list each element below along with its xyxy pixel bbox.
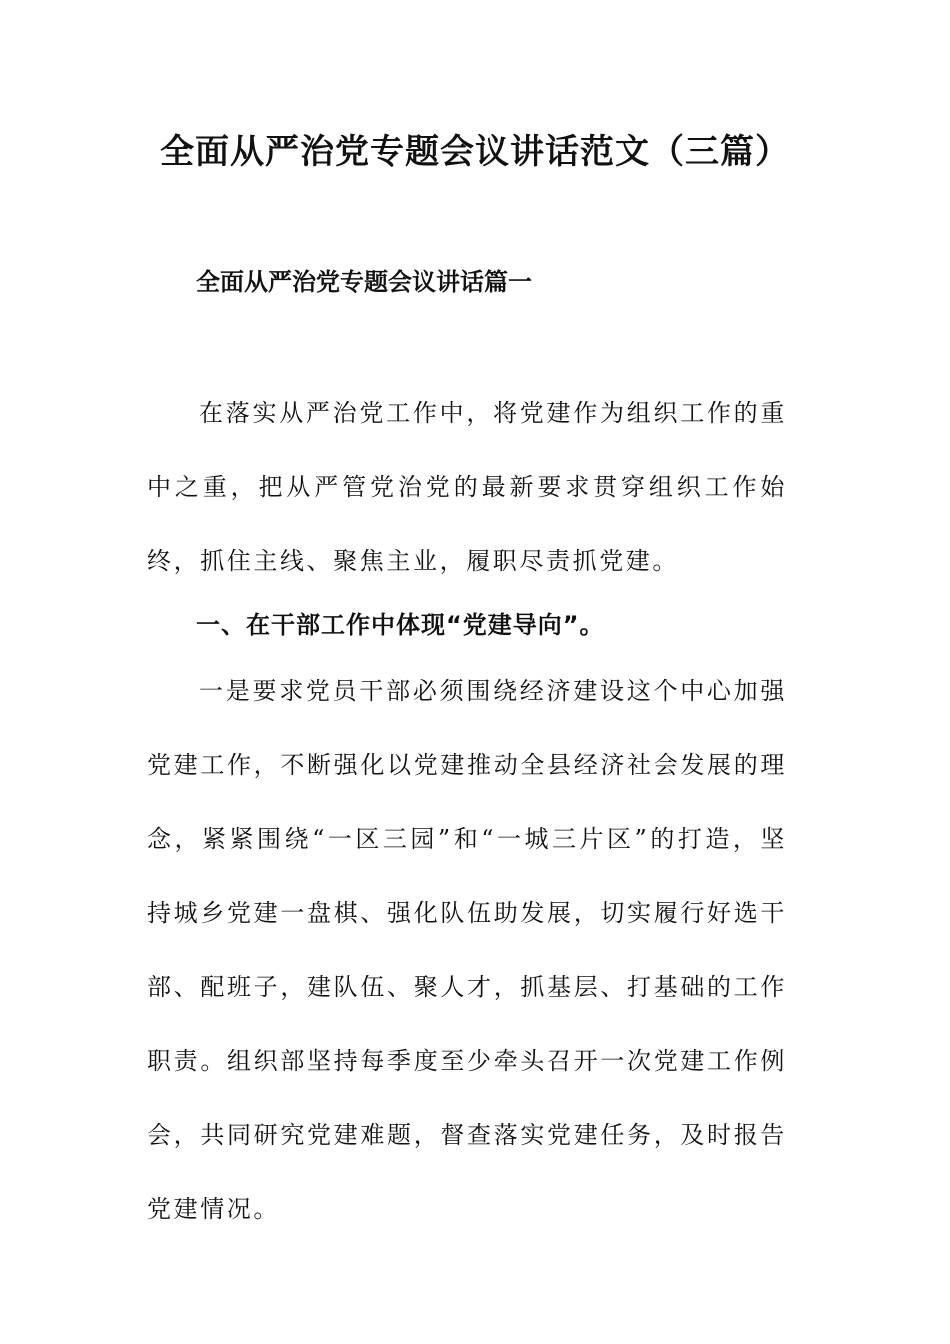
section-heading: 全面从严治党专题会议讲话篇一 xyxy=(196,268,532,296)
point-heading: 一、在干部工作中体现“党建导向”。 xyxy=(196,611,605,639)
intro-paragraph: 在落实从严治党工作中，将党建作为组织工作的重中之重，把从严管党治党的最新要求贯穿组织工作始终，抓住主线、聚焦主业，履职尽责抓党建。 xyxy=(147,399,787,575)
document-title: 全面从严治党专题会议讲话范文（三篇） xyxy=(160,132,790,172)
body-paragraph: 一是要求党员干部必须围绕经济建设这个中心加强党建工作，不断强化以党建推动全县经济社会发展的理念，紧紧围绕“一区三园”和“一城三片区”的打造，坚持城乡党建一盘棋、强化队伍助发展，切实履行好选干部、配班子，建队伍、聚人才，抓基层、打基础的工作职责。组织部坚持每季度至少牵头召开一次党建工作例会，共同研究党建难题，督查落实党建任务，及时报告党建情况。 xyxy=(147,677,787,1223)
